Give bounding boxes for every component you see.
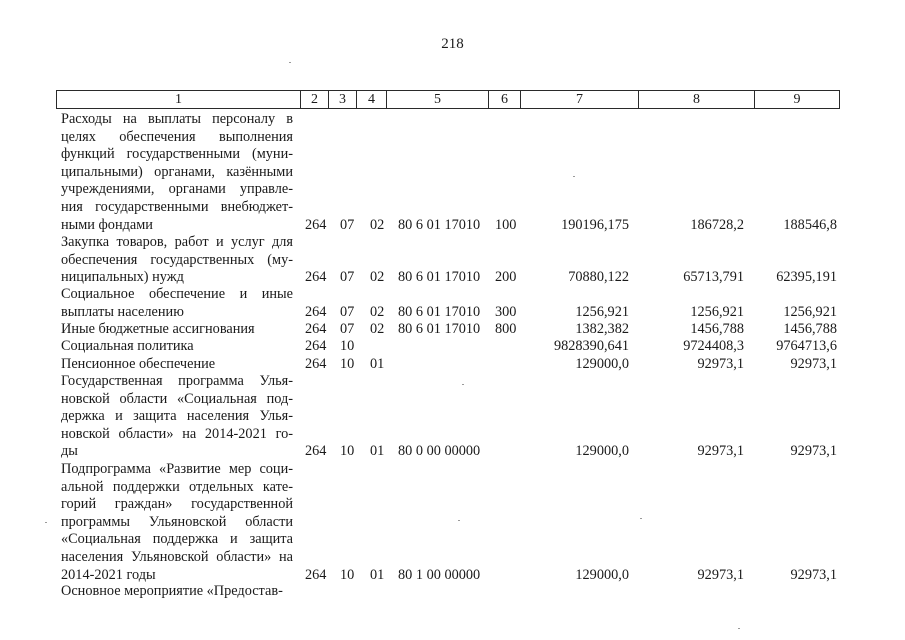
description-line: держка и защита населения Улья- [61,408,293,425]
cell-col-7: 1256,921 [575,303,629,320]
column-header-3: 3 [329,91,357,109]
cell-col-7: 9828390,641 [553,338,629,354]
description-line: функций государственными (муни- [61,146,293,163]
description-line: целях обеспечения выполнения [61,128,293,145]
cell-col-9: 92973,1 [790,356,837,372]
cell-col-2: 264 [305,443,327,460]
description-line: альной поддержки отдельных кате- [61,478,293,495]
cell-col-3: 10 [340,356,355,372]
scan-speck [573,176,575,177]
cell-col-6: 200 [495,269,517,286]
cell-col-5: 80 1 00 00000 [398,566,481,583]
description-line: Иные бюджетные ассигнования [61,321,255,337]
cell-col-6: 100 [495,216,517,233]
column-header-2: 2 [301,91,329,109]
description-line: «Социальная поддержка и защита [61,531,293,548]
cell-col-2: 264 [305,356,327,372]
description-line: населения Ульяновской области» на [61,548,293,565]
cell-col-7: 129000,0 [575,356,629,372]
description-line: учреждениями, органами управле- [61,181,293,198]
cell-col-8: 92973,1 [697,566,744,583]
cell-col-9: 9764713,6 [776,338,837,354]
cell-col-2: 264 [305,216,327,233]
description-line: новской области «Социальная под- [61,390,293,407]
cell-col-2: 264 [305,321,327,337]
cell-col-5: 80 0 00 00000 [398,443,481,460]
cell-col-9: 92973,1 [790,443,837,460]
cell-col-6: 300 [495,303,517,320]
cell-col-3: 07 [340,269,355,286]
column-header-5: 5 [387,91,489,109]
cell-col-2: 264 [305,303,327,320]
cell-col-8: 65713,791 [683,269,744,286]
description-line: программы Ульяновской области [61,513,293,530]
cell-col-2: 264 [305,338,327,354]
cell-col-3: 07 [340,216,355,233]
cell-col-4: 02 [370,321,385,337]
column-header-8: 8 [639,91,755,109]
row-description [61,583,293,601]
description-line: обеспечения государственных (му- [61,251,293,268]
cell-col-4: 01 [370,356,385,372]
description-line: Государственная программа Улья- [61,373,293,389]
cell-col-4: 02 [370,269,385,286]
row-description [61,338,293,356]
description-line: ды [61,443,78,460]
description-line: 2014-2021 годы [61,566,156,583]
cell-col-9: 1256,921 [783,303,837,320]
cell-col-5: 80 6 01 17010 [398,303,481,320]
column-header-7: 7 [521,91,639,109]
cell-col-8: 186728,2 [690,216,744,233]
scan-speck [458,520,460,521]
cell-col-3: 10 [340,566,355,583]
cell-col-5: 80 6 01 17010 [398,216,481,233]
column-header-6: 6 [489,91,521,109]
cell-col-7: 190196,175 [561,216,629,233]
description-line: Социальная политика [61,338,194,354]
description-line: ными фондами [61,216,153,233]
row-description [61,234,293,287]
page-number: 218 [441,36,464,52]
description-line: выплаты населению [61,303,184,320]
cell-col-2: 264 [305,566,327,583]
column-header-row [56,90,840,109]
cell-col-7: 129000,0 [575,443,629,460]
cell-col-8: 1256,921 [690,303,744,320]
cell-col-4: 02 [370,303,385,320]
description-line: Социальное обеспечение и иные [61,286,293,302]
cell-col-5: 80 6 01 17010 [398,321,481,337]
scan-speck [738,628,740,629]
row-description [61,373,293,461]
cell-col-4: 01 [370,566,385,583]
row-description [61,321,293,339]
cell-col-3: 10 [340,338,355,354]
cell-col-4: 02 [370,216,385,233]
row-description [61,356,293,374]
cell-col-8: 92973,1 [697,443,744,460]
row-description [61,286,293,321]
column-header-4: 4 [357,91,387,109]
scan-speck [462,384,464,385]
description-line: Закупка товаров, работ и услуг для [61,234,293,250]
cell-col-9: 1456,788 [783,321,837,337]
cell-col-9: 92973,1 [790,566,837,583]
description-line: ния государственными внебюджет- [61,198,293,215]
cell-col-7: 129000,0 [575,566,629,583]
scan-speck [640,518,642,519]
cell-col-7: 1382,382 [575,321,629,337]
cell-col-4: 01 [370,443,385,460]
cell-col-9: 188546,8 [783,216,837,233]
description-line: Основное мероприятие «Предостав- [61,583,283,599]
scan-speck [289,62,291,63]
row-description [61,461,293,584]
description-line: Пенсионное обеспечение [61,356,216,372]
description-line: Расходы на выплаты персоналу в [61,111,293,127]
column-header-9: 9 [755,91,840,109]
description-line: ципальными) органами, казёнными [61,163,293,180]
cell-col-7: 70880,122 [568,269,629,286]
cell-col-8: 1456,788 [690,321,744,337]
cell-col-3: 07 [340,303,355,320]
cell-col-8: 92973,1 [697,356,744,372]
description-line: ниципальных) нужд [61,269,184,286]
description-line: новской области» на 2014-2021 го- [61,425,293,442]
cell-col-2: 264 [305,269,327,286]
cell-col-3: 07 [340,321,355,337]
cell-col-5: 80 6 01 17010 [398,269,481,286]
row-description [61,111,293,234]
cell-col-8: 9724408,3 [683,338,744,354]
cell-col-9: 62395,191 [776,269,837,286]
scan-speck [45,522,47,523]
description-line: Подпрограмма «Развитие мер соци- [61,461,293,477]
description-line: горий граждан» государственной [61,496,293,513]
cell-col-6: 800 [495,321,517,337]
cell-col-3: 10 [340,443,355,460]
column-header-1: 1 [57,91,301,109]
